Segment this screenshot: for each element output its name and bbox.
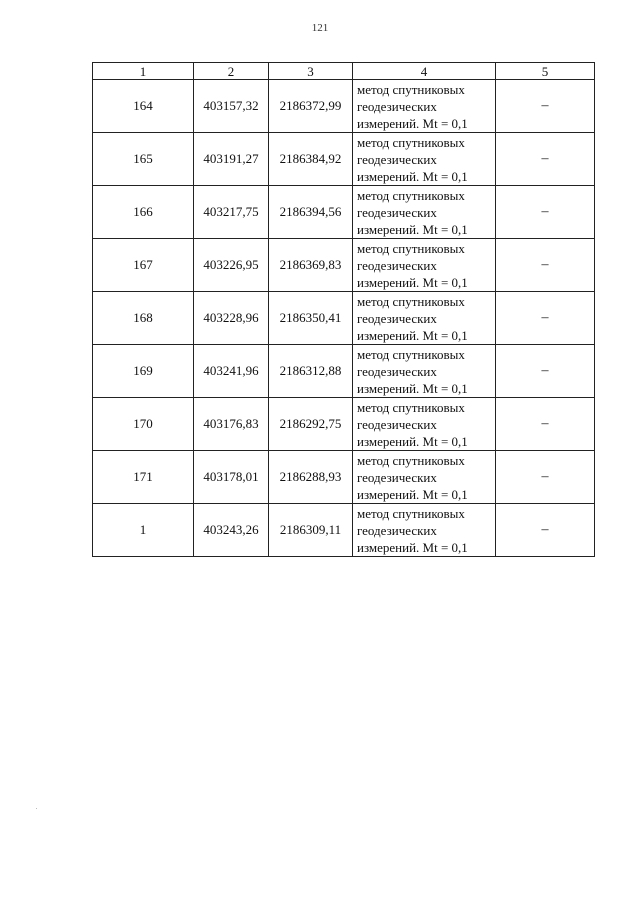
table-row [93,504,595,557]
column-header: 1 [93,63,194,80]
method-line: геодезических [357,151,437,167]
method-line: метод спутниковых [357,399,465,415]
note-cell: – [496,398,595,451]
y-coordinate: 2186384,92 [269,133,353,186]
y-coordinate: 2186309,11 [269,504,353,557]
x-coordinate: 403243,26 [194,504,269,557]
column-header: 2 [194,63,269,80]
y-coordinate: 2186288,93 [269,451,353,504]
method-line: измерений. Mt = 0,1 [357,168,468,184]
method-line: геодезических [357,257,437,273]
method-cell [353,345,496,398]
table-row [93,451,595,504]
method-cell [353,186,496,239]
note-cell: – [496,80,595,133]
x-coordinate: 403217,75 [194,186,269,239]
method-line: геодезических [357,98,437,114]
method-line: метод спутниковых [357,240,465,256]
method-line: метод спутниковых [357,293,465,309]
method-line: метод спутниковых [357,81,465,97]
x-coordinate: 403178,01 [194,451,269,504]
column-header: 3 [269,63,353,80]
note-cell: – [496,186,595,239]
method-line: метод спутниковых [357,134,465,150]
x-coordinate: 403226,95 [194,239,269,292]
y-coordinate: 2186369,83 [269,239,353,292]
point-number: 169 [93,345,194,398]
method-line: измерений. Mt = 0,1 [357,539,468,555]
point-number: 171 [93,451,194,504]
note-cell: – [496,451,595,504]
table-header-row [93,63,595,80]
point-number: 167 [93,239,194,292]
method-line: измерений. Mt = 0,1 [357,221,468,237]
method-line: метод спутниковых [357,452,465,468]
method-line: метод спутниковых [357,187,465,203]
method-line: метод спутниковых [357,346,465,362]
table-row [93,133,595,186]
method-line: метод спутниковых [357,505,465,521]
method-line: измерений. Mt = 0,1 [357,327,468,343]
note-cell: – [496,239,595,292]
table-row [93,292,595,345]
scan-speck [36,808,37,809]
method-cell [353,451,496,504]
method-line: геодезических [357,416,437,432]
method-line: измерений. Mt = 0,1 [357,433,468,449]
point-number: 170 [93,398,194,451]
note-cell: – [496,504,595,557]
method-line: измерений. Mt = 0,1 [357,380,468,396]
point-number: 166 [93,186,194,239]
y-coordinate: 2186372,99 [269,80,353,133]
column-header: 5 [496,63,595,80]
method-cell [353,239,496,292]
method-cell [353,133,496,186]
x-coordinate: 403176,83 [194,398,269,451]
method-line: геодезических [357,204,437,220]
method-cell [353,80,496,133]
x-coordinate: 403157,32 [194,80,269,133]
y-coordinate: 2186312,88 [269,345,353,398]
x-coordinate: 403241,96 [194,345,269,398]
x-coordinate: 403228,96 [194,292,269,345]
method-line: геодезических [357,363,437,379]
method-line: измерений. Mt = 0,1 [357,486,468,502]
y-coordinate: 2186394,56 [269,186,353,239]
coordinates-table [92,62,595,557]
y-coordinate: 2186350,41 [269,292,353,345]
method-cell [353,504,496,557]
table-row [93,80,595,133]
column-header: 4 [353,63,496,80]
table-row [93,398,595,451]
point-number: 1 [93,504,194,557]
method-cell [353,292,496,345]
method-line: геодезических [357,310,437,326]
table-row [93,186,595,239]
point-number: 165 [93,133,194,186]
method-line: измерений. Mt = 0,1 [357,115,468,131]
note-cell: – [496,292,595,345]
x-coordinate: 403191,27 [194,133,269,186]
table-row [93,239,595,292]
method-line: измерений. Mt = 0,1 [357,274,468,290]
page-number: 121 [311,22,329,34]
method-line: геодезических [357,522,437,538]
point-number: 164 [93,80,194,133]
y-coordinate: 2186292,75 [269,398,353,451]
method-cell [353,398,496,451]
table-row [93,345,595,398]
point-number: 168 [93,292,194,345]
method-line: геодезических [357,469,437,485]
note-cell: – [496,133,595,186]
note-cell: – [496,345,595,398]
